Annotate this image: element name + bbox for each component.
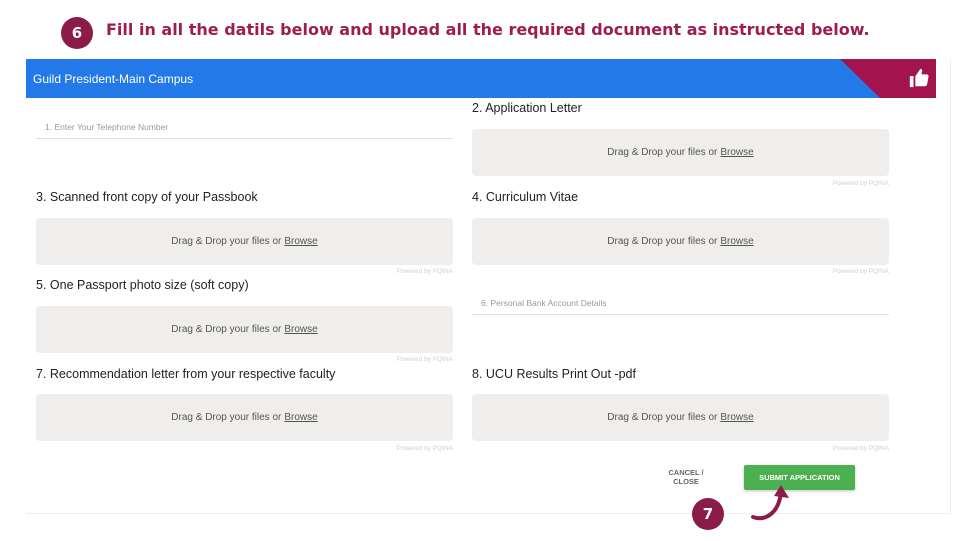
passbook-dropzone[interactable]	[36, 218, 453, 265]
powered-by-label: Powered by PQINA	[396, 356, 453, 363]
powered-by-label: Powered by PQINA	[396, 268, 453, 275]
cancel-close-button[interactable]: CANCEL / CLOSE	[654, 470, 718, 484]
recommendation-dropzone[interactable]	[36, 394, 453, 441]
browse-link[interactable]: Browse	[284, 236, 318, 247]
results-dropzone[interactable]	[472, 394, 889, 441]
step-6-badge: 6	[61, 17, 93, 49]
bank-details-input[interactable]	[472, 291, 889, 315]
dropzone-text: Drag & Drop your files or	[607, 412, 718, 423]
powered-by-label: Powered by PQINA	[396, 445, 453, 452]
passbook-label: 3. Scanned front copy of your Passbook	[36, 190, 258, 204]
cv-dropzone[interactable]	[472, 218, 889, 265]
instruction-text: Fill in all the datils below and upload all the required document as instructed below.	[106, 20, 870, 39]
powered-by-label: Powered by PQINA	[832, 268, 889, 275]
dropzone-text: Drag & Drop your files or	[607, 147, 718, 158]
browse-link[interactable]: Browse	[284, 324, 318, 335]
powered-by-label: Powered by PQINA	[832, 445, 889, 452]
submit-application-button[interactable]: SUBMIT APPLICATION	[744, 465, 855, 490]
browse-link[interactable]: Browse	[720, 412, 754, 423]
dropzone-text: Drag & Drop your files or	[607, 236, 718, 247]
step-7-badge: 7	[692, 498, 724, 530]
powered-by-label: Powered by PQINA	[832, 180, 889, 187]
telephone-input[interactable]	[36, 115, 453, 139]
passport-photo-label: 5. One Passport photo size (soft copy)	[36, 278, 249, 292]
curved-arrow-icon	[748, 481, 792, 525]
dropzone-text: Drag & Drop your files or	[171, 412, 282, 423]
form-header	[26, 59, 936, 98]
application-form	[26, 59, 951, 514]
form-title: Guild President-Main Campus	[33, 72, 194, 86]
application-letter-label: 2. Application Letter	[472, 101, 582, 115]
cv-label: 4. Curriculum Vitae	[472, 190, 579, 204]
dropzone-text: Drag & Drop your files or	[171, 324, 282, 335]
browse-link[interactable]: Browse	[284, 412, 318, 423]
dropzone-text: Drag & Drop your files or	[171, 236, 282, 247]
browse-link[interactable]: Browse	[720, 236, 754, 247]
passport-photo-dropzone[interactable]	[36, 306, 453, 353]
thumbs-up-icon[interactable]	[908, 67, 930, 89]
recommendation-label: 7. Recommendation letter from your respective faculty	[36, 367, 336, 381]
results-label: 8. UCU Results Print Out -pdf	[472, 367, 636, 381]
application-letter-dropzone[interactable]	[472, 129, 889, 176]
browse-link[interactable]: Browse	[720, 147, 754, 158]
